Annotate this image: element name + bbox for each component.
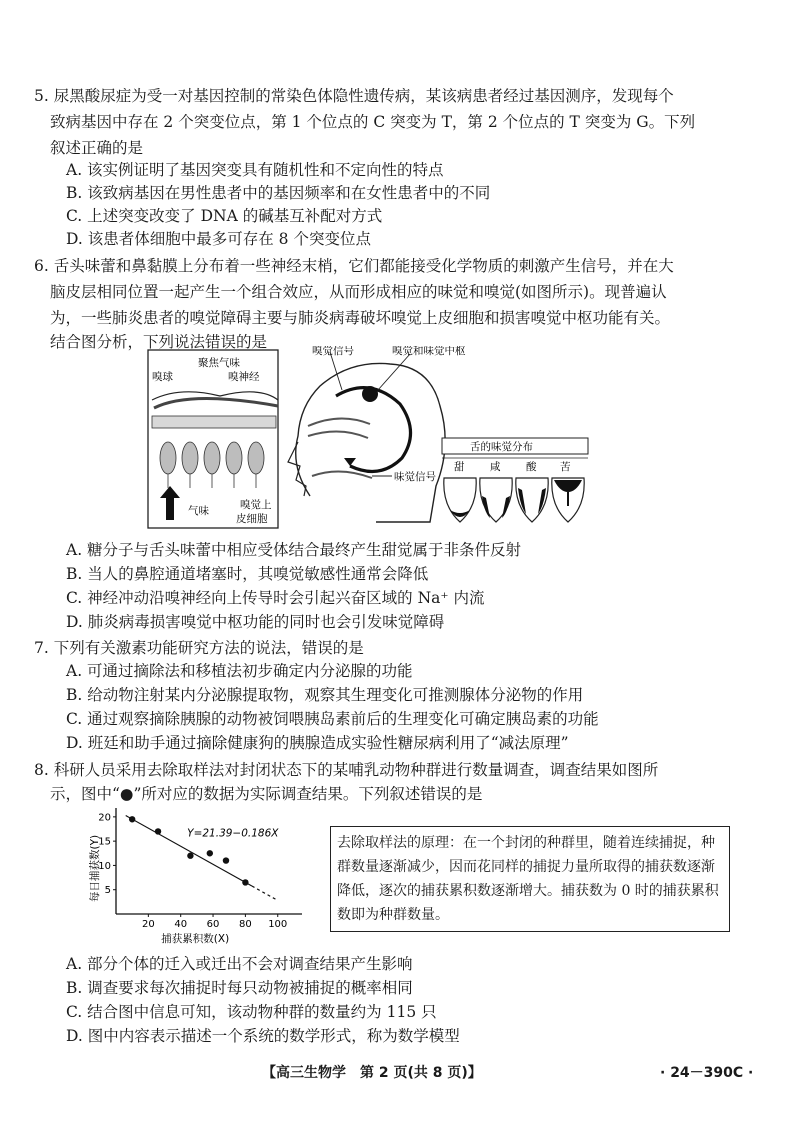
y-axis-title: 每日捕获数(Y) <box>89 834 101 902</box>
q6-stem-line-2: 脑皮层相同位置一起产生一个组合效应，从而形成相应的味觉和嗅觉(如图所示)。现普遍认 <box>50 283 667 301</box>
data-point <box>223 857 229 863</box>
y-tick-label: 5 <box>104 885 111 897</box>
olfactory-epithelium-diagram <box>148 350 278 528</box>
tongue-taste-map <box>442 438 588 522</box>
nose-label-nerve: 嗅神经 <box>228 371 260 383</box>
data-point <box>187 853 193 859</box>
removal-sampling-chart <box>86 806 322 946</box>
taste-sour-label: 酸 <box>526 461 537 473</box>
q8-option-c: C. 结合图中信息可知，该动物种群的数量约为 115 只 <box>66 1003 437 1021</box>
head-label-olfactory-signal: 嗅觉信号 <box>312 346 354 357</box>
q5-option-a: A. 该实例证明了基因突变具有随机性和不定向性的特点 <box>66 161 444 179</box>
q5-option-b: B. 该致病基因在男性患者中的基因频率和在女性患者中的不同 <box>66 184 491 202</box>
q7-option-d: D. 班廷和助手通过摘除健康狗的胰腺造成实验性糖尿病利用了“减法原理” <box>66 734 569 752</box>
q5-stem-line-2: 致病基因中存在 2 个突变位点，第 1 个位点的 C 突变为 T，第 2 个位点的 T 突变为 G。下列 <box>50 113 696 131</box>
taste-salty-label: 咸 <box>490 461 501 473</box>
data-point <box>242 879 248 885</box>
q8-option-d: D. 图中内容表示描述一个系统的数学形式，称为数学模型 <box>66 1027 460 1045</box>
regression-extension <box>252 886 278 900</box>
data-point <box>155 828 161 834</box>
q6-option-c: C. 神经冲动沿嗅神经向上传导时会引起兴奋区域的 Na⁺ 内流 <box>66 589 485 607</box>
regression-line <box>126 816 252 886</box>
q8-stem-line-2: 示，图中“●”所对应的数据为实际调查结果。下列叙述错误的是 <box>50 785 483 803</box>
nose-label-epithelium-2: 皮细胞 <box>236 513 268 525</box>
q6-option-b: B. 当人的鼻腔通道堵塞时，其嗅觉敏感性通常会降低 <box>66 565 429 583</box>
page-footer: 【高三生物学 第 2 页(共 8 页)】 <box>262 1065 482 1081</box>
q8-option-b: B. 调查要求每次捕捉时每只动物被捕捉的概率相同 <box>66 979 413 997</box>
nose-label-bulb: 嗅球 <box>152 371 173 383</box>
y-tick-label: 20 <box>98 812 111 824</box>
x-tick-label: 100 <box>268 919 288 930</box>
x-tick-label: 60 <box>206 919 220 930</box>
q8-stem-line-1: 8. 科研人员采用去除取样法对封闭状态下的某哺乳动物种群进行数量调查，调查结果如图所 <box>34 761 659 779</box>
x-tick-label: 80 <box>239 919 252 930</box>
q6-option-d: D. 肺炎病毒损害嗅觉中枢功能的同时也会引发味觉障碍 <box>66 613 445 631</box>
head-label-taste-signal: 味觉信号 <box>394 471 436 483</box>
regression-equation: Y=21.39−0.186X <box>187 827 279 840</box>
q7-option-b: B. 给动物注射某内分泌腺提取物，观察其生理变化可推测腺体分泌物的作用 <box>66 686 584 704</box>
q8-option-a: A. 部分个体的迁入或迁出不会对调查结果产生影响 <box>66 955 413 973</box>
head-cross-section <box>288 346 466 522</box>
q6-option-a: A. 糖分子与舌头味蕾中相应受体结合最终产生甜觉属于非条件反射 <box>66 541 522 559</box>
tongue-map-title: 舌的味觉分布 <box>470 441 533 453</box>
q6-stem-line-3: 为，一些肺炎患者的嗅觉障碍主要与肺炎病毒破坏嗅觉上皮细胞和损害嗅觉中枢功能有关。 <box>50 309 671 327</box>
smell-taste-figure <box>140 346 590 534</box>
nose-label-epithelium-1: 嗅觉上 <box>240 499 272 511</box>
x-axis-title: 捕获累积数(X) <box>161 933 230 945</box>
head-label-center: 嗅觉和味觉中枢 <box>392 346 466 357</box>
taste-bitter-label: 苦 <box>560 461 571 473</box>
q5-stem-line-3: 叙述正确的是 <box>50 139 144 157</box>
x-tick-label: 40 <box>174 919 188 930</box>
x-tick-label: 20 <box>141 919 155 930</box>
q5-option-c: C. 上述突变改变了 DNA 的碱基互补配对方式 <box>66 207 383 225</box>
y-tick-label: 10 <box>98 860 111 872</box>
y-tick-label: 15 <box>98 836 111 848</box>
q7-option-c: C. 通过观察摘除胰腺的动物被饲喂胰岛素前后的生理变化可确定胰岛素的功能 <box>66 710 599 728</box>
q6-stem-line-4: 结合图分析，下列说法错误的是 <box>50 333 268 351</box>
q7-stem: 7. 下列有关激素功能研究方法的说法，错误的是 <box>34 639 364 657</box>
data-point <box>207 850 213 856</box>
nose-label-focus: 聚焦气味 <box>198 357 240 369</box>
removal-method-note: 去除取样法的原理：在一个封闭的种群里，随着连续捕捉，种群数量逐渐减少，因而花同样的捕捉力量所取得的捕获数逐渐降低，逐次的捕获累积数逐渐增大。捕获数为 0 时的捕获累积数即为种群数量。 <box>330 826 730 932</box>
q7-option-a: A. 可通过摘除法和移植法初步确定内分泌腺的功能 <box>66 662 413 680</box>
exam-code: · 24－390C · <box>660 1065 754 1081</box>
q5-option-d: D. 该患者体细胞中最多可存在 8 个突变位点 <box>66 230 371 248</box>
taste-sweet-label: 甜 <box>454 461 465 473</box>
data-point <box>129 816 135 822</box>
nose-label-odor: 气味 <box>188 505 209 517</box>
q6-stem-line-1: 6. 舌头味蕾和鼻黏膜上分布着一些神经末梢，它们都能接受化学物质的刺激产生信号，并在大 <box>34 257 674 275</box>
q5-stem-line-1: 5. 尿黑酸尿症为受一对基因控制的常染色体隐性遗传病，某该病患者经过基因测序，发现每个 <box>34 87 674 105</box>
